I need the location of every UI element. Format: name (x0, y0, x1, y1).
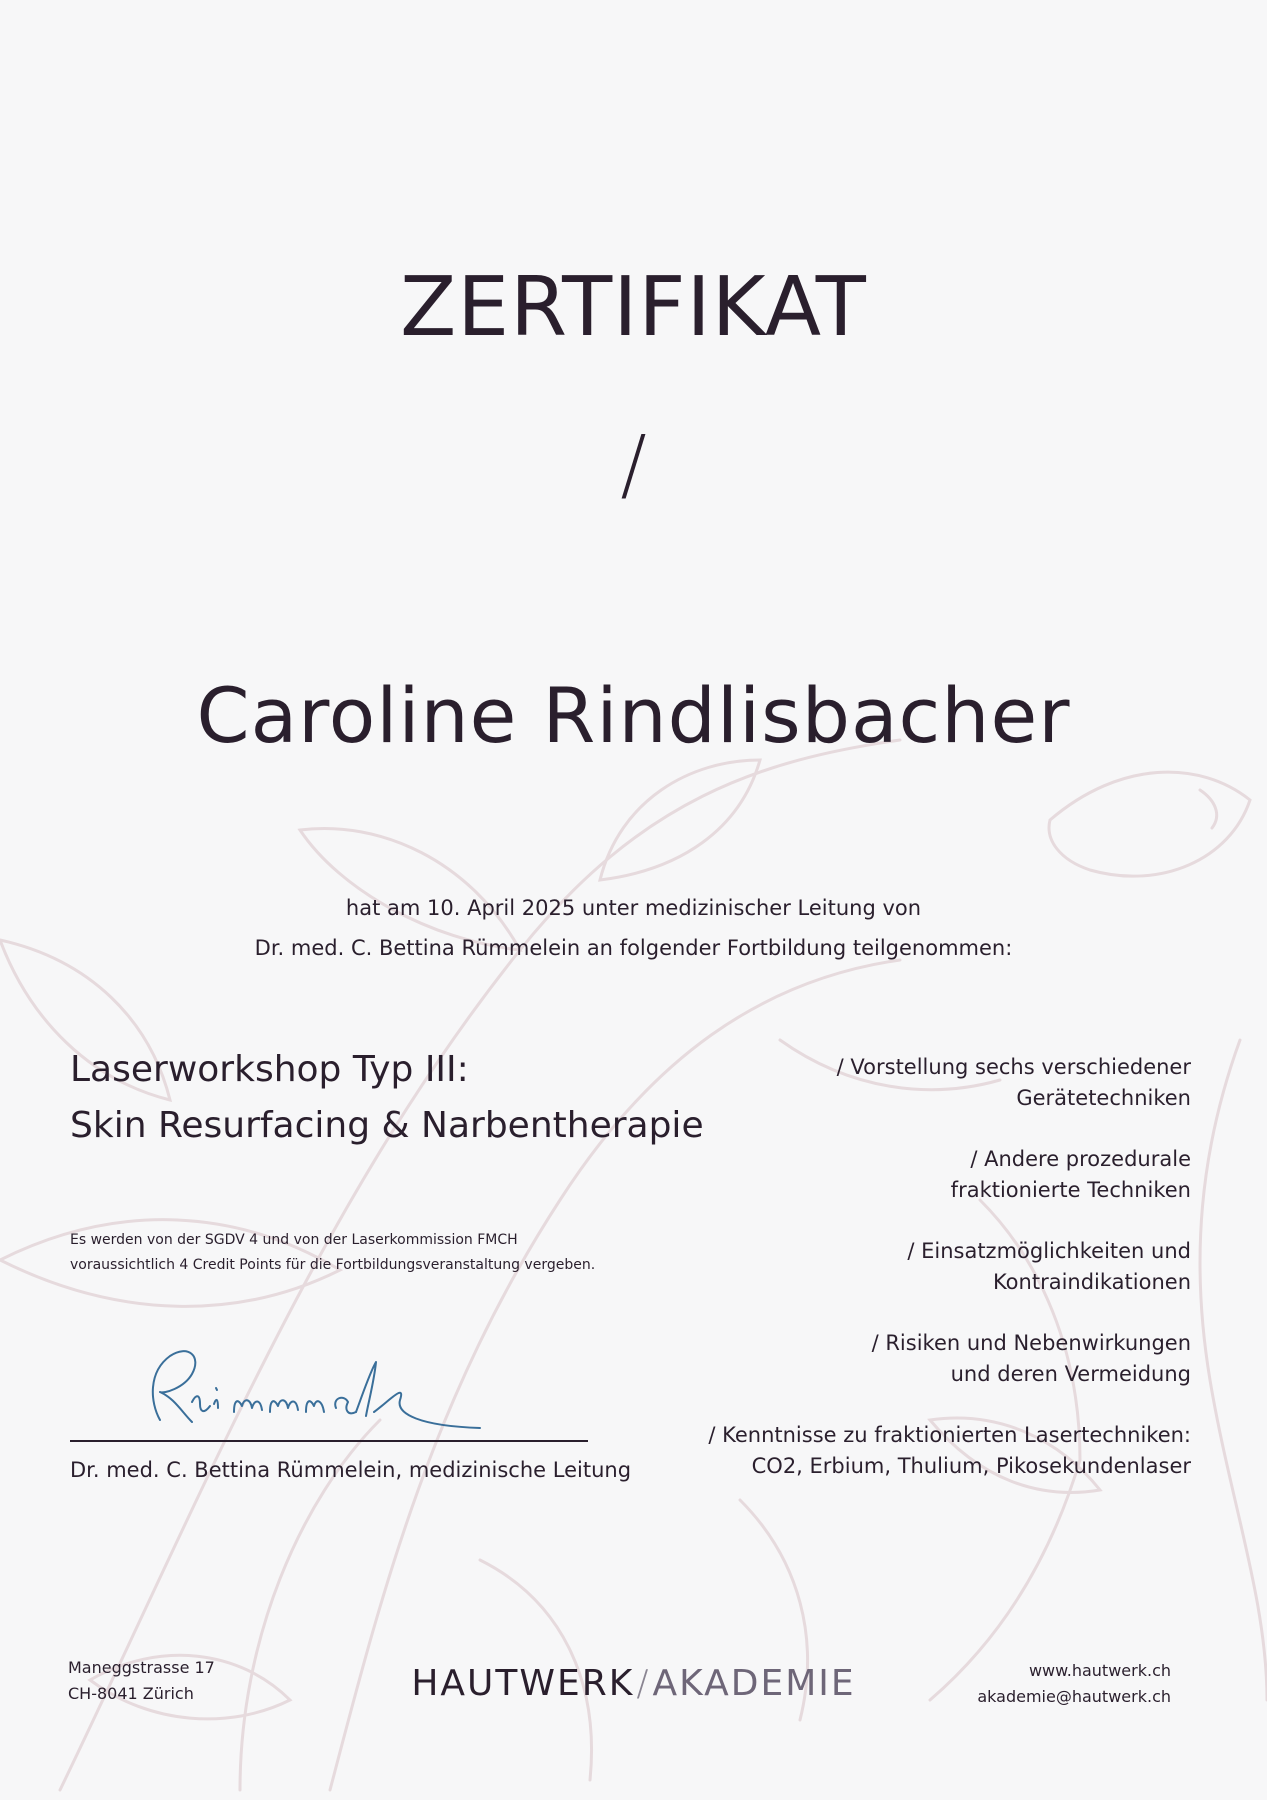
credits-line: Es werden von der SGDV 4 und von der Laserkommission FMCH (70, 1232, 518, 1248)
logo-part-hautwerk: HAUTWERK (411, 1663, 635, 1704)
signature-line (70, 1440, 588, 1442)
intro-line: hat am 10. April 2025 unter medizinischer Leitung von (345, 896, 922, 920)
topic-line: CO2, Erbium, Thulium, Pikosekundenlaser (751, 1454, 1191, 1478)
email-link[interactable]: akademie@hautwerk.ch (977, 1687, 1171, 1706)
topic-line: Gerätetechniken (1016, 1086, 1191, 1110)
topic-line: / Kenntnisse zu fraktionierten Lasertechniken: (708, 1423, 1191, 1447)
address-line: Maneggstrasse 17 (68, 1658, 215, 1677)
recipient-name: Caroline Rindlisbacher (196, 671, 1071, 760)
topic-line: Kontraindikationen (992, 1270, 1191, 1294)
logo-separator: / (636, 1663, 651, 1704)
topic-line: fraktionierte Techniken (950, 1178, 1191, 1202)
course-title-line: Laserworkshop Typ III: (70, 1049, 469, 1090)
signature-caption: Dr. med. C. Bettina Rümmelein, medizinische Leitung (70, 1458, 632, 1482)
topic-item (631, 1236, 1191, 1298)
topic-line: / Andere prozedurale (970, 1147, 1191, 1171)
topic-item (631, 1328, 1191, 1390)
certificate-title: ZERTIFIKAT (400, 260, 867, 355)
address-line: CH-8041 Zürich (68, 1684, 194, 1703)
topic-item (631, 1420, 1191, 1482)
course-topics-list (631, 1052, 1191, 1512)
topic-line: und deren Vermeidung (950, 1362, 1191, 1386)
topic-line: / Risiken und Nebenwirkungen (871, 1331, 1191, 1355)
intro-line: Dr. med. C. Bettina Rümmelein an folgender Fortbildung teilgenommen: (254, 936, 1013, 960)
website-link[interactable]: www.hautwerk.ch (1028, 1661, 1171, 1680)
topic-line: / Vorstellung sechs verschiedener (836, 1055, 1191, 1079)
footer-contact (977, 1658, 1171, 1710)
credits-line: voraussichtlich 4 Credit Points für die Fortbildungsveranstaltung vergeben. (70, 1257, 596, 1273)
handwritten-signature (130, 1342, 490, 1432)
topic-item (631, 1052, 1191, 1114)
intro-text (0, 888, 1267, 968)
logo-part-akademie: AKADEMIE (652, 1663, 856, 1704)
topic-item (631, 1144, 1191, 1206)
title-divider-slash: / (620, 420, 647, 510)
credit-points-note (70, 1228, 710, 1278)
topic-line: / Einsatzmöglichkeiten und (907, 1239, 1191, 1263)
course-title-line: Skin Resurfacing & Narbentherapie (70, 1105, 704, 1146)
